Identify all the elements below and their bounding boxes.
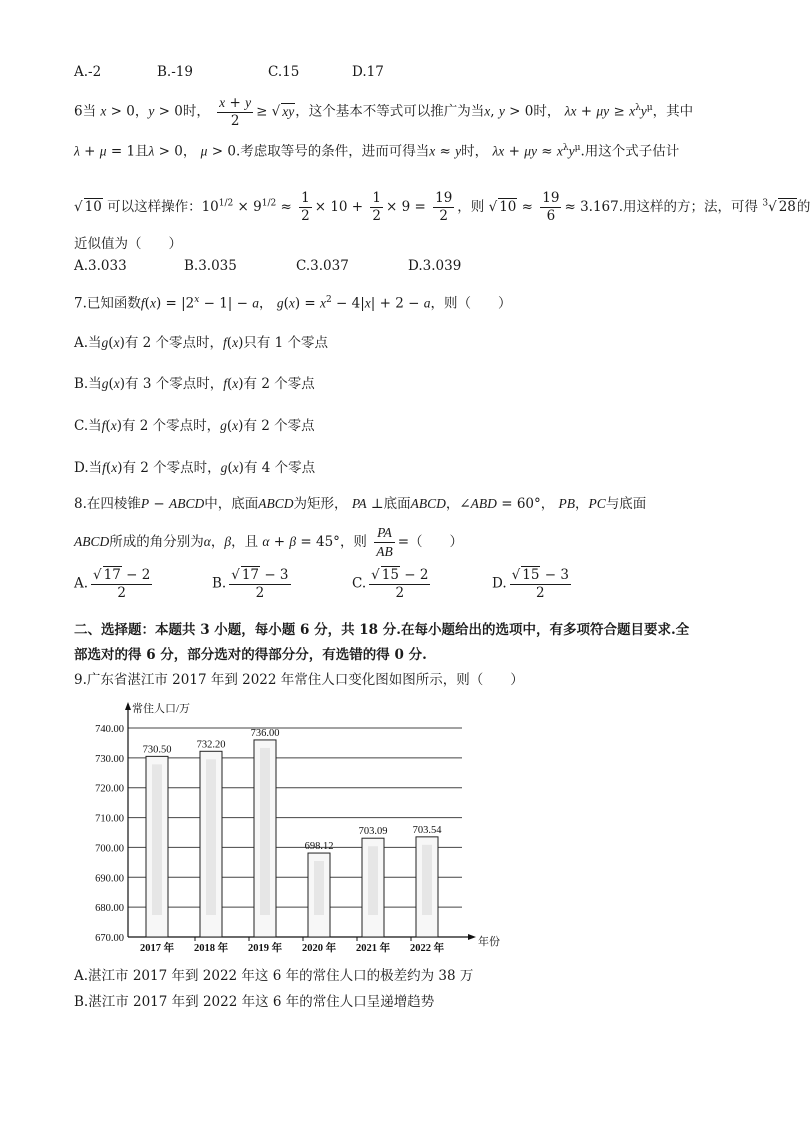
y-tick-label: 740.00 (95, 724, 124, 735)
q5-option-a: A.-2 (74, 64, 102, 80)
q6-option-d: D.3.039 (408, 258, 462, 274)
q8-option-d: D. $\frac{√ 15 - 3}{2}$ (492, 567, 569, 601)
bar-value-label: 703.09 (358, 826, 388, 838)
q6-option-c: C.3.037 (296, 258, 349, 274)
bar-value-label: 698.12 (304, 841, 334, 853)
bar-shading (260, 748, 270, 915)
bar-shading (206, 759, 216, 915)
q5-option-d: D.17 (352, 64, 384, 80)
q7-option-d: D.当f(x)有 2 个零点时，g(x)有 4 个零点 (74, 460, 316, 476)
section2-heading-line-1: 二、选择题：本题共 3 小题，每小题 6 分，共 18 分.在每小题给出的选项中，有多项符合题目要求.全 (74, 622, 690, 638)
q7-option-b: B.当g(x)有 3 个零点时，f(x)有 2 个零点 (74, 376, 315, 392)
y-tick-label: 710.00 (95, 813, 124, 825)
bar-value-label: 703.54 (412, 824, 442, 836)
x-axis-title: 年份 (478, 936, 500, 948)
q6-option-b: B.3.035 (184, 258, 237, 274)
bar-value-label: 732.20 (196, 739, 226, 751)
bar-value-label: 730.50 (142, 744, 172, 756)
y-tick-label: 730.00 (95, 753, 124, 765)
y-tick-label: 720.00 (95, 783, 124, 795)
x-tick-label: 2017 年 (139, 943, 175, 954)
q7-stem: 7.已知函数$f(x) = |2^x - 1| - a$， $g(x) = x^2 - 4|x| + 2 - a$，则（ ） (74, 295, 512, 312)
q8-line-1: 8.在四棱锥P − ABCD中，底面ABCD为矩形， PA ⊥底面ABCD，∠ABD = 60°， PB，PC与底面 (74, 496, 647, 512)
y-tick-label: 690.00 (95, 873, 124, 885)
q8-option-a: A. $\frac{√ 17 - 2}{2}$ (74, 567, 151, 601)
section2-heading-line-2: 部选对的得 6 分，部分选对的得部分分，有选错的得 0 分. (74, 647, 427, 663)
x-tick-label: 2021 年 (355, 943, 391, 954)
q9-stem: 9.广东省湛江市 2017 年到 2022 年常住人口变化图如图所示，则（ ） (74, 672, 524, 688)
q7-option-c: C.当f(x)有 2 个零点时，g(x)有 2 个零点 (74, 418, 315, 434)
x-tick-label: 2018 年 (193, 943, 229, 954)
q8-option-b: B. $\frac{√ 17 - 3}{2}$ (212, 567, 289, 601)
y-tick-label: 700.00 (95, 843, 124, 855)
x-tick-label: 2019 年 (247, 943, 283, 954)
bar-shading (152, 764, 162, 915)
q6-option-a: A.3.033 (74, 258, 127, 274)
q6-line-2: λ + μ = 1且λ > 0， μ > 0.考虑取等号的条件，进而可得当x ≈ y时， $\lambda x + \mu y \approx x^\lambda y^\mu$.用这个式子估计 (74, 143, 680, 160)
bar-shading (368, 846, 378, 915)
x-tick-label: 2022 年 (409, 943, 445, 954)
y-tick-label: 680.00 (95, 903, 124, 915)
bar-shading (422, 845, 432, 915)
q9-option-a: A.湛江市 2017 年到 2022 年这 6 年的常住人口的极差约为 38 万 (74, 968, 474, 984)
y-axis-arrow (125, 702, 131, 710)
q6-line-4: 近似值为（ ） (74, 236, 182, 252)
q7-option-a: A.当g(x)有 2 个零点时，f(x)只有 1 个零点 (74, 335, 329, 351)
x-axis-arrow (468, 934, 476, 940)
x-tick-label: 2020 年 (301, 943, 337, 954)
population-bar-chart (70, 696, 510, 958)
q6-line-3: √ 10 可以这样操作：$10^{1/2} \times 9^{1/2}$ ≈ $\frac{1}{2}$ × 10 + $\frac{1}{2}$ × 9 = $\frac{19}{2}$ ，则 √ 10 ≈ $\frac{19}{6}$ ≈ 3.167.用这样的方；法，可得 $^3$√ 28的 (74, 190, 810, 224)
q6-line-1: 6当 x > 0，y > 0时， $\frac{x + y}{2}$ ≥ √ xy，这个基本不等式可以推广为当x, y > 0时， $\lambda x + \mu y \ge x^\lambda y^\mu$，其中 (74, 95, 694, 129)
q5-option-b: B.-19 (157, 64, 193, 80)
bar-value-label: 736.00 (250, 727, 280, 739)
q9-option-b: B.湛江市 2017 年到 2022 年这 6 年的常住人口呈递增趋势 (74, 994, 435, 1010)
y-tick-label: 670.00 (95, 933, 124, 944)
q5-option-c: C.15 (268, 64, 300, 80)
q8-line-2: ABCD所成的角分别为α，β，且 α + β = 45°，则 $\frac{PA}{AB}$ =（ ） (74, 525, 464, 559)
y-axis-title: 常住人口/万 (132, 703, 191, 715)
q8-option-c: C. $\frac{√ 15 - 2}{2}$ (352, 567, 429, 601)
bar-shading (314, 861, 324, 915)
